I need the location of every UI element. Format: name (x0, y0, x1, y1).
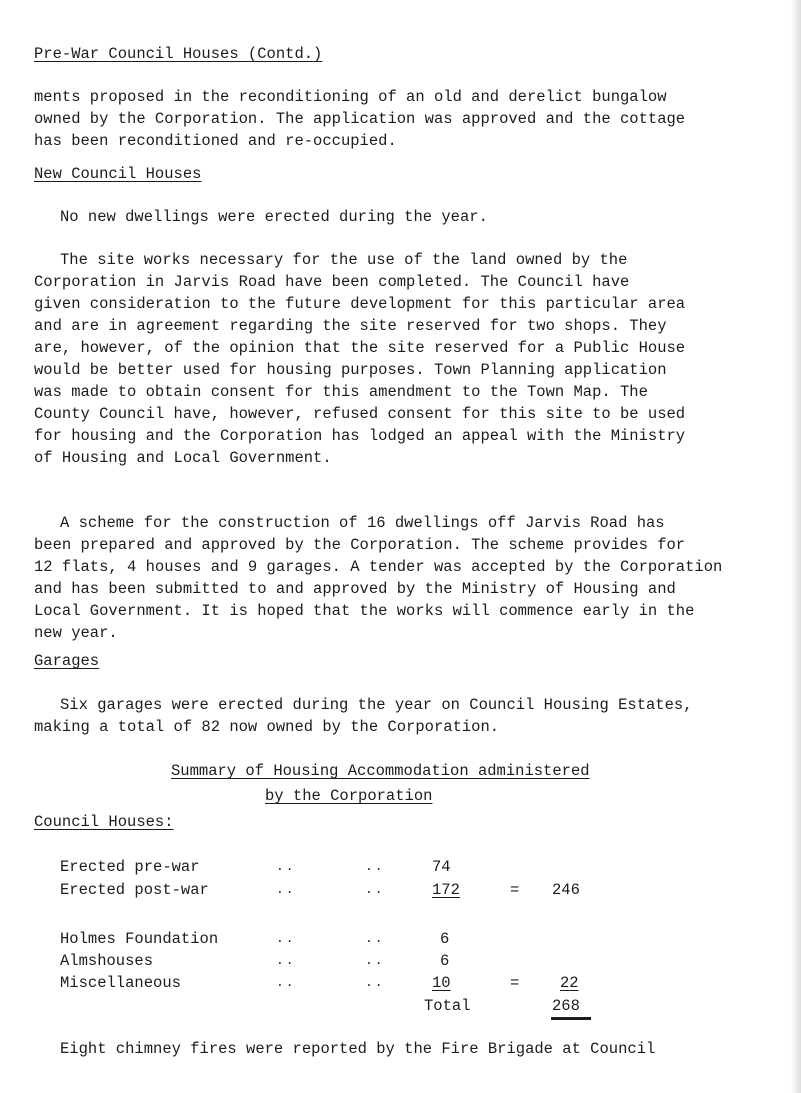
council-houses-label: Council Houses: (34, 813, 174, 831)
table-row (0, 879, 801, 901)
text-line: Corporation in Jarvis Road have been completed. The Council have (34, 273, 630, 291)
table-row (0, 856, 801, 878)
text-line: ments proposed in the reconditioning of an old and derelict bungalow (34, 88, 667, 106)
row-value: 6 (440, 930, 450, 948)
row-label: Miscellaneous (60, 974, 181, 992)
text-line: No new dwellings were erected during the year. (60, 208, 488, 226)
grand-total-value: 268 (552, 997, 580, 1015)
leader-dots: .. (365, 931, 385, 946)
new-council-paragraph-3 (34, 512, 784, 644)
text-line: would be better used for housing purposes. Town Planning application (34, 361, 667, 379)
text-line: are, however, of the opinion that the site reserved for a Public House (34, 339, 686, 357)
leader-dots: .. (276, 931, 296, 946)
table-row (0, 928, 801, 950)
row-value: 10 (432, 974, 451, 992)
summary-title: Summary of Housing Accommodation administered (171, 762, 590, 780)
text-line: The site works necessary for the use of the land owned by the (60, 251, 628, 269)
text-line: and are in agreement regarding the site reserved for two shops. They (34, 317, 667, 335)
text-line: Eight chimney fires were reported by the Fire Brigade at Council (60, 1040, 656, 1058)
closing-paragraph (34, 1038, 784, 1060)
row-label: Almshouses (60, 952, 154, 970)
text-line: has been reconditioned and re-occupied. (34, 132, 397, 150)
scan-edge-shadow (791, 0, 801, 1093)
table-row (0, 950, 801, 972)
table-row (0, 972, 801, 994)
total-label: Total (424, 997, 471, 1015)
page-title: Pre-War Council Houses (Contd.) (34, 45, 323, 63)
text-line: was made to obtain consent for this amendment to the Town Map. The (34, 383, 648, 401)
row-label: Erected pre-war (60, 858, 200, 876)
text-line: 12 flats, 4 houses and 9 garages. A tender was accepted by the Corporation (34, 558, 723, 576)
row-value: 74 (432, 858, 451, 876)
text-line: been prepared and approved by the Corporation. The scheme provides for (34, 536, 686, 554)
equals-sign: = (510, 974, 520, 992)
leader-dots: .. (365, 882, 385, 897)
text-line: Local Government. It is hoped that the works will commence early in the (34, 602, 695, 620)
leader-dots: .. (276, 953, 296, 968)
row-label: Holmes Foundation (60, 930, 219, 948)
row-label: Erected post-war (60, 881, 209, 899)
subtotal-value: 246 (552, 881, 580, 899)
text-line: A scheme for the construction of 16 dwellings off Jarvis Road has (60, 514, 665, 532)
grand-total-underline (551, 1017, 591, 1020)
new-council-paragraph-2 (34, 249, 784, 469)
text-line: of Housing and Local Government. (34, 449, 332, 467)
total-row (0, 995, 801, 1017)
leader-dots: .. (365, 975, 385, 990)
leader-dots: .. (276, 859, 296, 874)
text-line: County Council have, however, refused consent for this site to be used (34, 405, 686, 423)
row-value: 172 (432, 881, 460, 899)
leader-dots: .. (276, 975, 296, 990)
leader-dots: .. (365, 953, 385, 968)
text-line: given consideration to the future development for this particular area (34, 295, 686, 313)
leader-dots: .. (365, 859, 385, 874)
section-heading-garages: Garages (34, 652, 100, 670)
summary-subtitle: by the Corporation (265, 787, 433, 805)
text-line: and has been submitted to and approved by the Ministry of Housing and (34, 580, 676, 598)
garages-paragraph (34, 694, 784, 738)
text-line: making a total of 82 now owned by the Corporation. (34, 718, 500, 736)
section-heading-new-council-houses: New Council Houses (34, 165, 202, 183)
text-line: new year. (34, 624, 118, 642)
new-council-paragraph-1 (34, 206, 784, 228)
text-line: for housing and the Corporation has lodged an appeal with the Ministry (34, 427, 686, 445)
row-value: 6 (440, 952, 450, 970)
subtotal-value: 22 (560, 974, 579, 992)
leader-dots: .. (276, 882, 296, 897)
text-line: Six garages were erected during the year on Council Housing Estates, (60, 696, 693, 714)
equals-sign: = (510, 881, 520, 899)
intro-paragraph (34, 86, 784, 152)
text-line: owned by the Corporation. The application was approved and the cottage (34, 110, 686, 128)
